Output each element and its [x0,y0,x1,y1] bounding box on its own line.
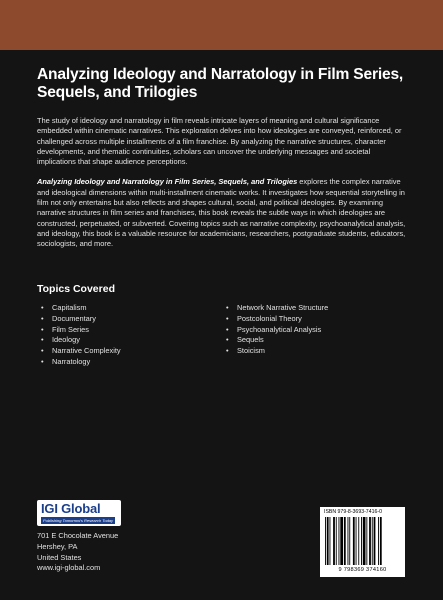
publisher-logo-tagline: Publishing Tomorrow's Research Today [42,518,114,523]
topics-list-left [41,303,121,368]
description-text: explores the complex narrative and ideological dimensions within multi-installment cinematic works. It investigates how sequential storytelling in film not only entertains but also reflects and shapes cultural, social, and political ideologies. By examining narrative structures in film series and franchises, this book reveals the subtle ways in which ideologies are constructed, perpetuated, or subverted. Covering topics such as narrative complexity, psychoanalytical analysis, and ideology, this book is a valuable resource for academicians, researchers, postgraduate students, educators, sociologists, and more. [37,177,406,249]
topic-item: • Narratology [41,356,91,366]
bullet-icon: • [226,324,229,334]
bullet-icon: • [226,335,229,345]
publisher-website: www.igi-global.com [37,563,101,573]
main-content [37,66,409,250]
barcode-icon [325,517,400,567]
topic-item: • Capitalism [41,303,87,312]
topic-item: • Sequels [226,335,264,345]
intro-paragraph: The study of ideology and narratology in film reveals intricate layers of meaning and cultural significance embedded within cinematic narratives. This exploration delves into how ideologies are conveyed, reinforced, or challenged across multiple installments of a film franchise. By analyzing the narrative structures, character developments, and thematic continuities, scholars can uncover the underlying messages and societal implications that shape audience perceptions. [37,116,402,167]
bullet-icon: • [41,346,44,356]
bullet-icon: • [226,303,229,312]
address-street: 701 E Chocolate Avenue [37,531,119,540]
topic-item: • Ideology [41,335,80,345]
cover-top-band [0,0,443,50]
topic-item: • Postcolonial Theory [226,313,302,323]
bullet-icon: • [41,313,44,323]
topic-item: • Network Narrative Structure [226,303,329,312]
bullet-icon: • [226,313,229,323]
isbn-barcode-box [320,507,405,577]
bullet-icon: • [41,303,44,312]
bullet-icon: • [226,346,229,356]
bullet-icon: • [41,356,44,366]
address-country: United States [37,552,82,562]
bullet-icon: • [41,324,44,334]
address-city: Hershey, PA [37,541,78,551]
topic-item: • Narrative Complexity [41,346,121,356]
publisher-logo-name: IGI Global [41,501,101,516]
description-book-title: Analyzing Ideology and Narratology in Film Series, Sequels, and Trilogies [37,177,298,187]
publisher-logo [37,500,121,526]
book-title: Analyzing Ideology and Narratology in Film Series, Sequels, and Trilogies [37,66,404,101]
topic-item: • Film Series [41,324,89,334]
isbn-label: ISBN 979-8-3693-7416-0 [324,509,382,515]
barcode-digits: 9 798369 374160 [338,567,387,573]
publisher-address [37,531,118,574]
bullet-icon: • [41,335,44,345]
description-paragraph [37,177,409,249]
topics-list-right [226,303,328,357]
topic-item: • Psychoanalytical Analysis [226,324,322,334]
topics-heading: Topics Covered [37,283,115,295]
topic-item: • Documentary [41,313,96,323]
topic-item: • Stoicism [226,346,265,356]
